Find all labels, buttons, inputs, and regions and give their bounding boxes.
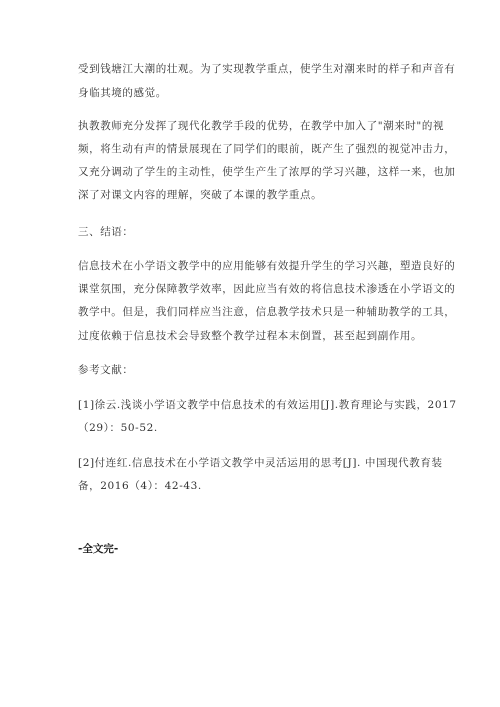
end-of-document-mark: -全文完-	[78, 543, 119, 555]
references-heading: 参考文献：	[78, 364, 134, 376]
paragraph-1-line-1: 受到钱塘江大潮的壮观。为了实现教学重点，使学生对潮来时的样子和声音有	[78, 63, 456, 75]
paragraph-1-line-2: 身临其境的感觉。	[78, 87, 167, 99]
paragraph-2-line-1: 执教教师充分发挥了现代化教学手段的优势，在教学中加入了"潮来时"的视	[78, 120, 445, 132]
paragraph-2-line-4: 深了对课文内容的理解，突破了本课的教学重点。	[78, 189, 323, 201]
reference-2-line-2: 备，2016（4）：42-43.	[78, 480, 202, 492]
reference-2-line-1: [2]付连红.信息技术在小学语文教学中灵活运用的思考[J]. 中国现代教育装	[78, 457, 443, 469]
reference-1-line-2: （29）：50-52.	[78, 422, 158, 434]
paragraph-4-line-4: 过度依赖于信息技术会导致整个教学过程本末倒置，甚至起到副作用。	[78, 330, 423, 342]
paragraph-4-line-1: 信息技术在小学语文教学中的应用能够有效提升学生的学习兴趣，塑造良好的	[78, 260, 456, 272]
section-heading-conclusion: 三、结语：	[78, 226, 134, 238]
paragraph-4-line-3: 教学中。但是，我们同样应当注意，信息教学技术只是一种辅助教学的工具，	[78, 306, 456, 318]
paragraph-2-line-3: 又充分调动了学生的主动性，使学生产生了浓厚的学习兴趣，这样一来，也加	[78, 166, 456, 178]
paragraph-4-line-2: 课堂氛围，充分保障教学效率，因此应当有效的将信息技术渗透在小学语文的	[78, 283, 456, 295]
reference-1-line-1: [1]徐云.浅谈小学语文教学中信息技术的有效运用[J].教育理论与实践，2017	[78, 399, 457, 411]
paragraph-2-line-2: 频，将生动有声的情景展现在了同学们的眼前，既产生了强烈的视觉冲击力，	[78, 143, 456, 155]
